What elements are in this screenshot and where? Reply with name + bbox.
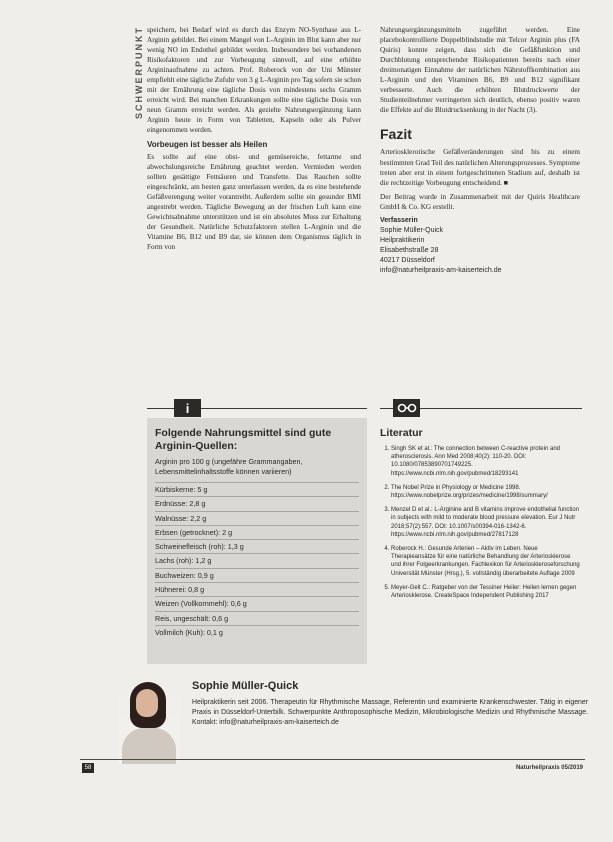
reference-item: 2. The Nobel Prize in Physiology or Medicine 1998. https://www.nobelprize.org/prizes/medicine/1998/summary/ (391, 484, 582, 500)
section-label: SCHWERPUNKT (134, 26, 144, 119)
author-bio (118, 676, 588, 764)
list-item: Kürbiskerne: 5 g (155, 482, 359, 496)
reference-item: 3. Menzel D et al.: L-Arginine and B vitamins improve endothelial function in subjects with mild to moderate blood pressure elevation. Eur J Nutr 2018;57(2):557. DOI: 10.1007/s00394-016-1342-6. https://www.ncbi.nlm.nih.gov/pubmed/27817128 (391, 506, 582, 539)
address-line: 40217 Düsseldorf (380, 256, 435, 264)
literature-title: Literatur (380, 427, 423, 439)
literature-section (380, 418, 582, 606)
address-line: Heilpraktikerin (380, 236, 425, 244)
glasses-icon (393, 399, 420, 417)
right-column (380, 25, 580, 276)
list-item: Hühnerei: 0,8 g (155, 582, 359, 596)
list-item: Erbsen (getrocknet): 2 g (155, 525, 359, 539)
left-column (147, 25, 361, 395)
reference-item: 1. Singh SK et al.: The connection between C-reactive protein and atherosclerosis. Ann Med 2008;40(2): 110-20. DOI: 10.1080/07853890701749225. https://www.ncbi.nlm.nih.gov/pubmed/18293141 (391, 445, 582, 478)
list-item: Erdnüsse: 2,8 g (155, 496, 359, 510)
address-line: Elisabethstraße 28 (380, 246, 439, 254)
address-email[interactable]: info@naturheilpraxis-am-kaiserteich.de (380, 266, 502, 274)
list-item: Weizen (Vollkornmehl): 0,6 g (155, 596, 359, 610)
box-title: Folgende Nahrungsmittel sind gute Arginin-Quellen: (155, 427, 332, 452)
author-photo (118, 676, 180, 764)
list-item: Vollmilch (Kuh): 0,1 g (155, 625, 359, 639)
food-list (147, 482, 367, 639)
box-intro: Arginin pro 100 g (ungefähre Grammangaben, Lebensmittelinhaltsstoffe können variieren) (155, 457, 303, 476)
page-number: 58 (82, 763, 94, 773)
author-name: Sophie Müller-Quick (192, 680, 299, 692)
info-icon: i (174, 399, 201, 417)
address-label: Verfasserin (380, 216, 418, 224)
list-item: Reis, ungeschält: 0,6 g (155, 611, 359, 625)
list-item: Buchweizen: 0,9 g (155, 568, 359, 582)
list-item: Lachs (roh): 1,2 g (155, 553, 359, 567)
arginin-sources-box (147, 418, 367, 664)
paragraph: Nahrungsergänzungsmitteln zugeführt werden. Eine placebokontrollierte Doppelblindstudie mit Telcor Arginin plus (FA Quiris) konnte zeigen, dass sich die Gefäßfunktion und Durchblutung entsprechender Risikopatienten bereits nach einer dreimonatigen Einnahme der natürlichen Nährstoffkombination aus L-Arginin und den Vitaminen B6, B9 und B12 signifikant verbesserte. Auch die erhöhten Blutdruckwerte der Studienteilnehmer verringerten sich deutlich, ebenso positiv waren die Effekte auf die Blutdrucksenkung in der Nacht (3). (380, 26, 580, 115)
author-description: Heilpraktikerin seit 2006. Therapeutin für Rhythmische Massage, Referentin und examinierte Krankenschwester. Tätig in eigener Praxis in Düsseldorf-Unterbilk. Schwerpunkte Anthroposophische Medizin, Mikrobiologische Medizin und Rhythmische Massage. Kontakt: info@naturheilpraxis-am-kaiserteich.de (192, 699, 588, 726)
cooperation-note: Der Beitrag wurde in Zusammenarbeit mit der Quiris Healthcare GmbH & Co. KG erstellt. (380, 192, 580, 211)
reference-item: 4. Roberock H.: Gesunde Arterien – Aktiv im Leben. Neue Therapieansätze für eine natürliche Behandlung der Arteriosklerose und ihrer Folgeerkrankungen. Fachlexikon für Arterioskleroseforschung Universität Münster (Hrsg.), 5. vollständig überarbeitete Auflage 2009 (391, 545, 582, 578)
reference-item: 5. Meyer-Gelt C.: Ratgeber von der Tessiner Heiler: Heilen lernen gegen Arteriosklerose. CreateSpace Independent Publishing 2017 (391, 584, 582, 600)
list-item: Schweinefleisch (roh): 1,3 g (155, 539, 359, 553)
paragraph: speichern, bei Bedarf wird es durch das Enzym NO-Synthase aus L-Arginin gebildet. Bei einem Mangel von L-Arginin im Blut kann aber nur wenig NO im Endothel gebildet werden. Insbesondere bei vorhandenen Risikofaktoren und zur Vorbeugung sinnvoll, auf eine erhöhte Argininaufnahme zu achten. Prof. Roberock von der Uni Münster empfiehlt eine tägliche Zufuhr von 3 g L-Arginin pro Tag sofern sie schon mit der Ernährung eine tägliche Dosis von mindestens sechs Gramm erreicht wird. Bei manchen Erkrankungen sollte eine tägliche Dosis von neun Gramm erreicht werden. Als gezielte Nahrungsergänzung kann Arginin heute in Form von Tabletten, Kapseln oder als Pulver eingenommen werden. (147, 26, 361, 135)
fazit-heading: Fazit (380, 126, 412, 143)
reference-list (380, 445, 582, 600)
footer-divider (80, 759, 585, 760)
fazit-text: Arteriosklerotische Gefäßveränderungen sind bis zu einem bestimmten Grad Teil des natürlichen Alterungsprozesses. Symptome treten aber erst in einem fortgeschrittenen Stadium auf, deshalb ist die rechtzeitige Vorbeugung entscheidend. ■ (380, 148, 580, 187)
journal-name: Naturheilpraxis 05/2019 (515, 765, 583, 771)
subheading: Vorbeugen ist besser als Heilen (147, 139, 268, 149)
author-address (380, 216, 580, 276)
paragraph: Es sollte auf eine obst- und gemüsereiche, fettarme und abwechslungsreiche Ernährung geachtet werden. Vermieden werden sollten gesättigte Fettsäuren und Transfette. Das Rauchen sollte eingeschränkt, am besten ganz unterlassen werden, da es eine bestehende Gefäßverengung weiter vorantreibt. Außerdem sollte ein gesunder BMI angestrebt werden. Tägliche Bewegung an der frischen Luft kann eine Gewichtsabnahme unterstützen und ist ein absolutes Muss zur Erhaltung der Gesundheit. Natürliche Schutzfaktoren stellen L-Arginin und die Vitamine B6, B12 und B9 dar, sie können dem Organismus täglich in Form von (147, 152, 361, 251)
list-item: Walnüsse: 2,2 g (155, 511, 359, 525)
address-line: Sophie Müller-Quick (380, 226, 444, 234)
